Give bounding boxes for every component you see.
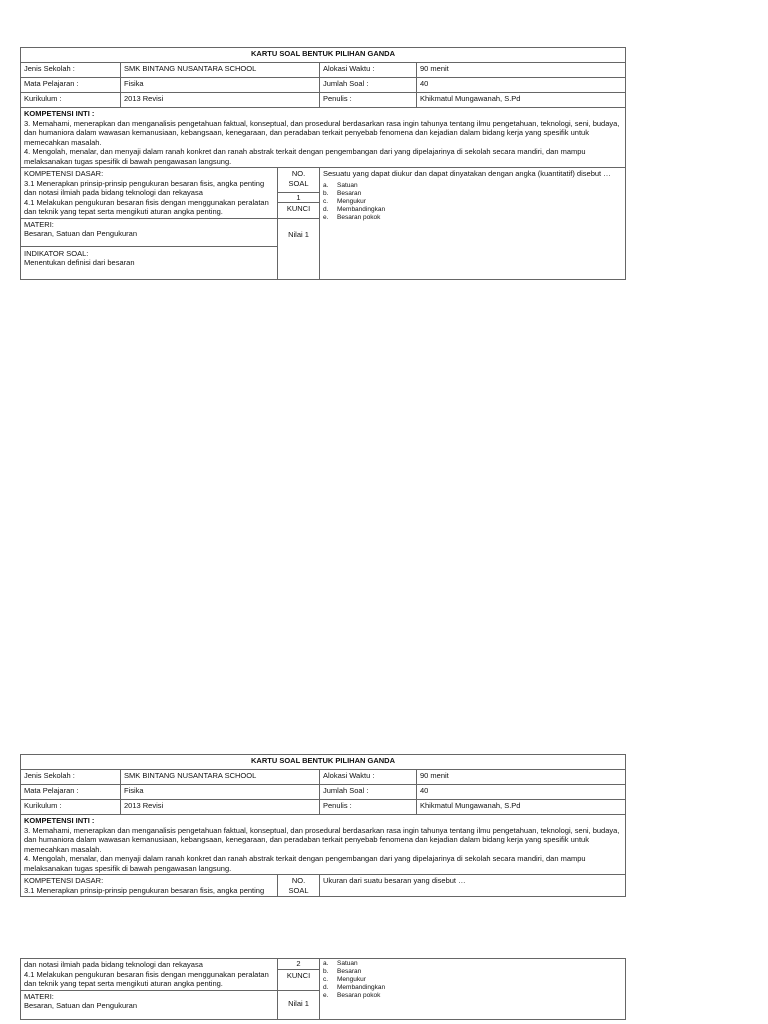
question-card-table-continued xyxy=(20,958,626,1020)
materi-value: Besaran, Satuan dan Pengukuran xyxy=(24,1001,138,1010)
option-a: a. Satuan xyxy=(323,181,358,189)
question-card-table xyxy=(20,754,626,897)
no-soal-cell xyxy=(278,959,320,991)
mata-pelajaran-value: Fisika xyxy=(121,785,320,800)
option-d: d. Membandingkan xyxy=(323,984,386,991)
materi-title: MATERI: xyxy=(24,219,54,229)
no-soal-value: 2 xyxy=(278,959,319,970)
kompetensi-dasar xyxy=(21,875,278,897)
jenis-sekolah-value: SMK BINTANG NUSANTARA SCHOOL xyxy=(121,63,320,78)
kurikulum-value: 2013 Revisi xyxy=(121,800,320,815)
alokasi-waktu-label: Alokasi Waktu : xyxy=(320,770,417,785)
mata-pelajaran-value: Fisika xyxy=(121,78,320,93)
option-b: b. Besaran xyxy=(323,968,362,975)
question-card-2-continued xyxy=(20,958,625,1020)
kompetensi-inti-title: KOMPETENSI INTI : xyxy=(24,816,95,825)
jenis-sekolah-label: Jenis Sekolah : xyxy=(21,63,121,78)
kompetensi-inti xyxy=(21,815,626,875)
kompetensi-inti-3: 3. Memahami, menerapkan dan menganalisis pengetahuan faktual, konseptual, dan prosedural berdasarkan rasa ingin tahunya tentang ilmu pengetahuan, teknologi, seni, budaya, dan humaniora dalam wawasan kemanusiaan, kebangsaan, kenegaraan, dan peradaban terkait penyebab fenomena dan kejadian dalam bidang kerja yang spesifik untuk memecahkan masalah. xyxy=(24,118,620,147)
option-b: b. Besaran xyxy=(323,189,362,197)
options-cell xyxy=(320,959,626,1020)
kompetensi-inti-4: 4. Mengolah, menalar, dan menyaji dalam ranah konkret dan ranah abstrak terkait dengan pengembangan dari yang dipelajarinya di sekolah secara mandiri, dan mampu melaksanakan tugas spesifik di bawah pengawasan langsung. xyxy=(24,854,586,873)
kurikulum-label: Kurikulum : xyxy=(21,800,121,815)
card-title: KARTU SOAL BENTUK PILIHAN GANDA xyxy=(21,755,626,770)
penulis-label: Penulis : xyxy=(320,93,417,108)
jenis-sekolah-value: SMK BINTANG NUSANTARA SCHOOL xyxy=(121,770,320,785)
kurikulum-value: 2013 Revisi xyxy=(121,93,320,108)
no-soal-label: NO. SOAL xyxy=(278,168,320,193)
kompetensi-dasar-4-1: 4.1 Melakukan pengukuran besaran fisis dengan menggunakan peralatan dan teknik yang tepat serta mengikuti aturan angka penting. xyxy=(24,197,269,216)
materi-title: MATERI: xyxy=(24,991,54,1001)
penulis-value: Khikmatul Mungawanah, S.Pd xyxy=(417,800,626,815)
kompetensi-dasar-3-1: 3.1 Menerapkan prinsip-prinsip pengukuran besaran fisis, angka penting xyxy=(24,885,265,895)
kompetensi-dasar-3-1: 3.1 Menerapkan prinsip-prinsip pengukuran besaran fisis, angka penting dan notasi ilmiah pada bidang teknologi dan rekayasa xyxy=(24,178,265,197)
kunci-label: KUNCI xyxy=(286,970,311,980)
mata-pelajaran-label: Mata Pelajaran : xyxy=(21,78,121,93)
kompetensi-inti xyxy=(21,108,626,168)
indikator-title: INDIKATOR SOAL: xyxy=(24,248,89,258)
jumlah-soal-label: Jumlah Soal : xyxy=(320,78,417,93)
jumlah-soal-label: Jumlah Soal : xyxy=(320,785,417,800)
option-e: e. Besaran pokok xyxy=(323,213,381,221)
no-soal-value: 1 xyxy=(278,193,319,204)
question-card-2 xyxy=(20,754,625,897)
question-card-table xyxy=(20,47,626,280)
alokasi-waktu-value: 90 menit xyxy=(417,63,626,78)
alokasi-waktu-label: Alokasi Waktu : xyxy=(320,63,417,78)
alokasi-waktu-value: 90 menit xyxy=(417,770,626,785)
card-title: KARTU SOAL BENTUK PILIHAN GANDA xyxy=(21,48,626,63)
kompetensi-dasar xyxy=(21,168,278,219)
option-e: e. Besaran pokok xyxy=(323,992,381,999)
kompetensi-dasar-4-1: 4.1 Melakukan pengukuran besaran fisis dengan menggunakan peralatan dan teknik yang tepat serta mengikuti aturan angka penting. xyxy=(24,969,269,988)
kompetensi-dasar-title: KOMPETENSI DASAR: xyxy=(24,876,104,885)
materi-value: Besaran, Satuan dan Pengukuran xyxy=(24,229,138,238)
kompetensi-inti-4: 4. Mengolah, menalar, dan menyaji dalam ranah konkret dan ranah abstrak terkait dengan pengembangan dari yang dipelajarinya di sekolah secara mandiri, dan mampu melaksanakan tugas spesifik di bawah pengawasan langsung. xyxy=(24,147,586,166)
option-d: d. Membandingkan xyxy=(323,205,386,213)
answer-options xyxy=(323,182,622,222)
no-soal-label: NO. SOAL xyxy=(278,875,320,897)
materi-indikator xyxy=(21,218,278,279)
question-cell xyxy=(320,168,626,280)
jumlah-soal-value: 40 xyxy=(417,78,626,93)
option-c: c. Mengukur xyxy=(323,197,366,205)
question-text: Ukuran dari suatu besaran yang disebut … xyxy=(323,876,466,885)
kompetensi-dasar-3-1-continued: dan notasi ilmiah pada bidang teknologi dan rekayasa xyxy=(24,960,203,969)
question-text: Sesuatu yang dapat diukur dan dapat dinyatakan dengan angka (kuantitatif) disebut … xyxy=(323,169,611,178)
option-a: a. Satuan xyxy=(323,960,358,967)
kunci-label: KUNCI xyxy=(286,204,311,214)
nilai-value: Nilai 1 xyxy=(288,229,309,239)
kurikulum-label: Kurikulum : xyxy=(21,93,121,108)
materi-block xyxy=(21,219,277,247)
jumlah-soal-value: 40 xyxy=(417,785,626,800)
kompetensi-inti-title: KOMPETENSI INTI : xyxy=(24,109,95,118)
kompetensi-dasar-continued xyxy=(21,959,278,991)
jenis-sekolah-label: Jenis Sekolah : xyxy=(21,770,121,785)
no-soal-cell xyxy=(278,192,320,218)
penulis-label: Penulis : xyxy=(320,800,417,815)
question-cell xyxy=(320,875,626,897)
option-c: c. Mengukur xyxy=(323,976,366,983)
kompetensi-inti-3: 3. Memahami, menerapkan dan menganalisis pengetahuan faktual, konseptual, dan prosedural berdasarkan rasa ingin tahunya tentang ilmu pengetahuan, teknologi, seni, budaya, dan humaniora dalam wawasan kemanusiaan, kebangsaan, kenegaraan, dan peradaban terkait penyebab fenomena dan kejadian dalam bidang kerja yang spesifik untuk memecahkan masalah. xyxy=(24,825,620,854)
penulis-value: Khikmatul Mungawanah, S.Pd xyxy=(417,93,626,108)
materi-block xyxy=(21,990,278,1019)
kompetensi-dasar-title: KOMPETENSI DASAR: xyxy=(24,169,104,178)
indikator-value: Menentukan definisi dari besaran xyxy=(24,258,135,267)
answer-options xyxy=(323,960,622,1000)
nilai-cell xyxy=(278,218,320,279)
question-card-1 xyxy=(20,47,625,280)
mata-pelajaran-label: Mata Pelajaran : xyxy=(21,785,121,800)
nilai-cell xyxy=(278,990,320,1019)
nilai-value: Nilai 1 xyxy=(288,998,309,1008)
